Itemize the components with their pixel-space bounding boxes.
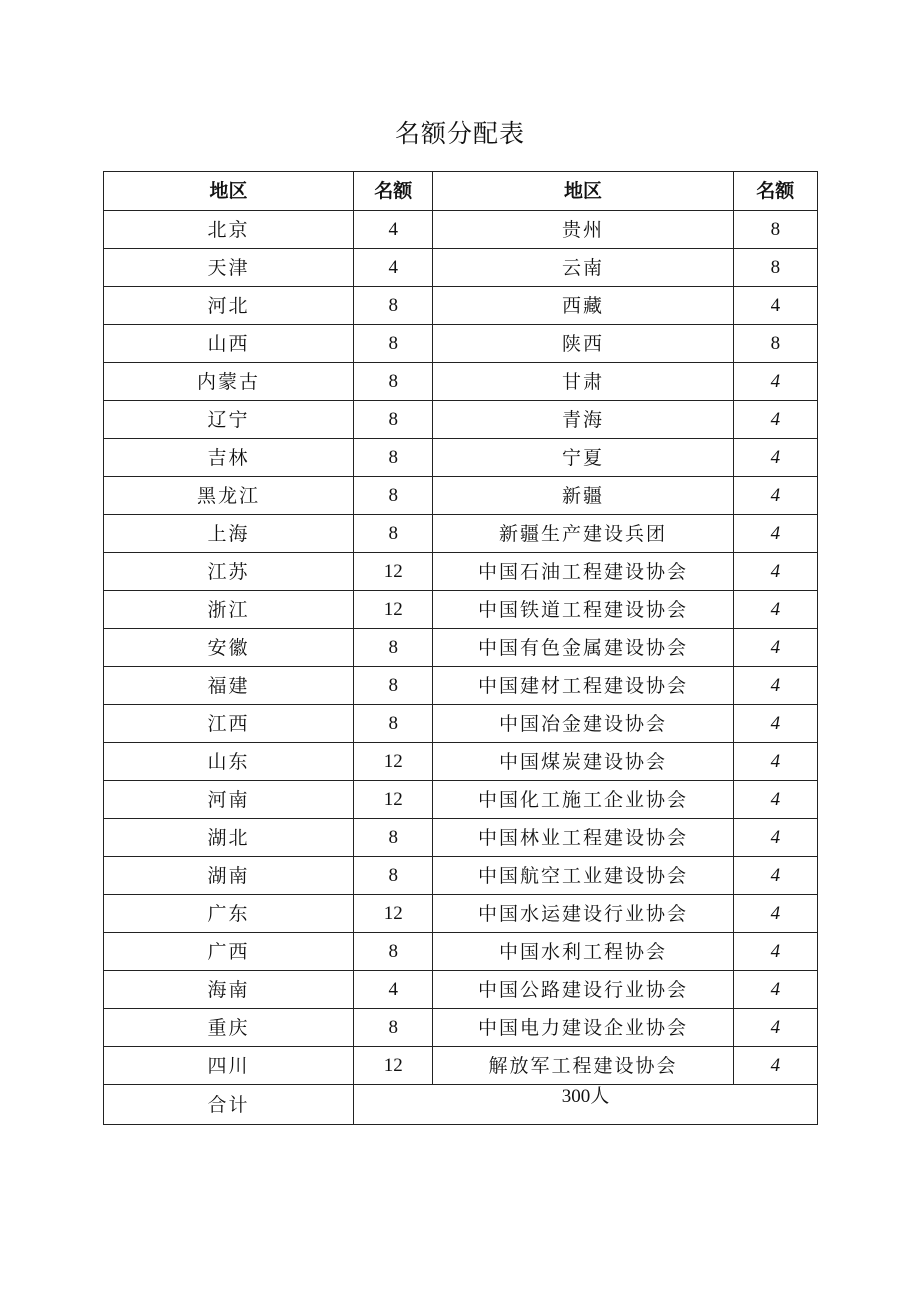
region-right-cell: 中国水运建设行业协会 [433,895,733,933]
region-right-cell: 新疆生产建设兵团 [433,515,733,553]
quota-right-cell: 4 [733,401,817,439]
region-right-cell: 中国煤炭建设协会 [433,743,733,781]
region-right-cell: 青海 [433,401,733,439]
quota-left-cell: 8 [354,857,433,895]
region-left-cell: 山东 [104,743,354,781]
region-left-cell: 河北 [104,287,354,325]
region-left-cell: 广东 [104,895,354,933]
region-right-cell: 中国建材工程建设协会 [433,667,733,705]
table-row [104,325,818,363]
region-right-cell: 解放军工程建设协会 [433,1047,733,1085]
region-left-cell: 天津 [104,249,354,287]
table-header-row [104,172,818,211]
quota-right-cell: 4 [733,363,817,401]
quota-right-cell: 4 [733,895,817,933]
quota-right-cell: 4 [733,857,817,895]
table-row [104,743,818,781]
quota-left-cell: 12 [354,781,433,819]
table-row [104,211,818,249]
region-right-cell: 中国有色金属建设协会 [433,629,733,667]
table-row [104,515,818,553]
total-row [104,1085,818,1125]
quota-left-cell: 12 [354,553,433,591]
quota-table [103,171,818,1125]
table-row [104,705,818,743]
header-region-right: 地区 [433,172,733,211]
region-left-cell: 福建 [104,667,354,705]
quota-right-cell: 4 [733,971,817,1009]
quota-right-cell: 4 [733,743,817,781]
region-right-cell: 甘肃 [433,363,733,401]
table-row [104,249,818,287]
quota-left-cell: 8 [354,477,433,515]
region-left-cell: 江西 [104,705,354,743]
table-row [104,553,818,591]
region-left-cell: 北京 [104,211,354,249]
quota-right-cell: 4 [733,439,817,477]
quota-right-cell: 8 [733,211,817,249]
quota-left-cell: 8 [354,515,433,553]
quota-left-cell: 4 [354,971,433,1009]
header-quota-left: 名额 [354,172,433,211]
region-right-cell: 中国公路建设行业协会 [433,971,733,1009]
table-row [104,401,818,439]
quota-right-cell: 4 [733,705,817,743]
region-right-cell: 中国冶金建设协会 [433,705,733,743]
quota-right-cell: 4 [733,287,817,325]
quota-right-cell: 4 [733,477,817,515]
region-left-cell: 黑龙江 [104,477,354,515]
region-left-cell: 辽宁 [104,401,354,439]
table-row [104,591,818,629]
table-row [104,363,818,401]
total-label: 合计 [104,1085,354,1125]
quota-left-cell: 8 [354,933,433,971]
table-row [104,1009,818,1047]
table-row [104,629,818,667]
quota-left-cell: 8 [354,363,433,401]
quota-right-cell: 8 [733,325,817,363]
region-left-cell: 上海 [104,515,354,553]
quota-left-cell: 8 [354,1009,433,1047]
region-right-cell: 中国石油工程建设协会 [433,553,733,591]
quota-left-cell: 8 [354,629,433,667]
quota-right-cell: 4 [733,515,817,553]
region-right-cell: 中国电力建设企业协会 [433,1009,733,1047]
region-left-cell: 湖南 [104,857,354,895]
table-row [104,933,818,971]
region-right-cell: 宁夏 [433,439,733,477]
quota-right-cell: 4 [733,1047,817,1085]
table-row [104,857,818,895]
quota-right-cell: 4 [733,629,817,667]
quota-right-cell: 4 [733,667,817,705]
region-right-cell: 陕西 [433,325,733,363]
region-left-cell: 海南 [104,971,354,1009]
region-left-cell: 吉林 [104,439,354,477]
quota-left-cell: 8 [354,705,433,743]
quota-left-cell: 4 [354,211,433,249]
quota-left-cell: 8 [354,667,433,705]
region-left-cell: 广西 [104,933,354,971]
quota-right-cell: 4 [733,781,817,819]
total-value: 300人 [354,1085,818,1125]
region-right-cell: 中国化工施工企业协会 [433,781,733,819]
quota-left-cell: 12 [354,743,433,781]
table-row [104,895,818,933]
quota-right-cell: 4 [733,1009,817,1047]
region-left-cell: 山西 [104,325,354,363]
table-row [104,781,818,819]
region-left-cell: 安徽 [104,629,354,667]
header-region-left: 地区 [104,172,354,211]
region-right-cell: 中国航空工业建设协会 [433,857,733,895]
region-left-cell: 江苏 [104,553,354,591]
region-right-cell: 贵州 [433,211,733,249]
region-right-cell: 云南 [433,249,733,287]
page-title: 名额分配表 [394,119,525,148]
quota-right-cell: 8 [733,249,817,287]
region-right-cell: 中国水利工程协会 [433,933,733,971]
region-left-cell: 重庆 [104,1009,354,1047]
quota-left-cell: 8 [354,439,433,477]
quota-left-cell: 8 [354,819,433,857]
header-quota-right: 名额 [733,172,817,211]
region-left-cell: 四川 [104,1047,354,1085]
table-row [104,287,818,325]
table-row [104,971,818,1009]
region-left-cell: 浙江 [104,591,354,629]
quota-right-cell: 4 [733,591,817,629]
table-row [104,819,818,857]
quota-left-cell: 12 [354,895,433,933]
quota-right-cell: 4 [733,933,817,971]
quota-left-cell: 12 [354,1047,433,1085]
quota-right-cell: 4 [733,819,817,857]
table-row [104,1047,818,1085]
quota-left-cell: 8 [354,325,433,363]
table-row [104,477,818,515]
region-right-cell: 新疆 [433,477,733,515]
quota-right-cell: 4 [733,553,817,591]
region-right-cell: 中国林业工程建设协会 [433,819,733,857]
table-row [104,439,818,477]
region-left-cell: 内蒙古 [104,363,354,401]
table-body [104,211,818,1085]
region-left-cell: 湖北 [104,819,354,857]
quota-left-cell: 4 [354,249,433,287]
quota-left-cell: 8 [354,287,433,325]
region-left-cell: 河南 [104,781,354,819]
region-right-cell: 西藏 [433,287,733,325]
table-row [104,667,818,705]
quota-left-cell: 12 [354,591,433,629]
region-right-cell: 中国铁道工程建设协会 [433,591,733,629]
quota-left-cell: 8 [354,401,433,439]
